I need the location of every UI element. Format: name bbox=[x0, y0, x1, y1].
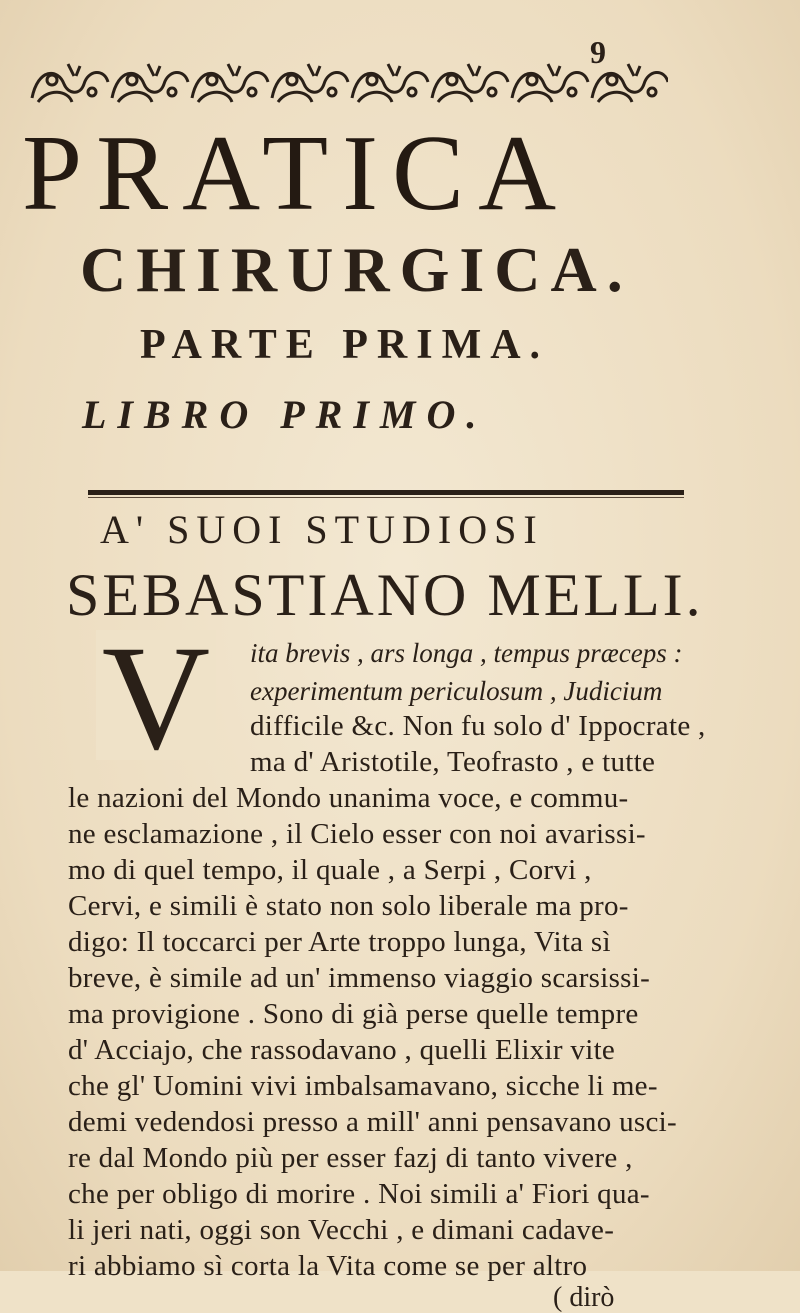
text-line: Cervi, e simili è stato non solo liberale ma pro- bbox=[68, 890, 629, 922]
page-number: 9 bbox=[590, 34, 606, 70]
ornamental-headband bbox=[28, 58, 668, 110]
book-heading: LIBRO PRIMO. bbox=[82, 392, 488, 437]
dedication: A' SUOI STUDIOSI bbox=[100, 507, 544, 552]
text-line: li jeri nati, oggi son Vecchi , e dimani cadave- bbox=[68, 1214, 615, 1246]
text-line: ma d' Aristotile, Teofrasto , e tutte bbox=[250, 746, 656, 778]
catchword: ( dirò bbox=[553, 1282, 615, 1313]
divider-rule bbox=[88, 490, 684, 495]
svg-text:V: V bbox=[101, 630, 211, 760]
text-line: che per obligo di morire . Noi simili a' Fiori qua- bbox=[68, 1178, 650, 1210]
text-line: mo di quel tempo, il quale , a Serpi , Corvi , bbox=[68, 854, 592, 886]
subtitle: CHIRURGICA. bbox=[80, 234, 633, 305]
decorated-initial bbox=[96, 630, 216, 760]
text-line: ri abbiamo sì corta la Vita come se per altro bbox=[68, 1250, 588, 1282]
text-line: ita brevis , ars longa , tempus præceps : bbox=[250, 638, 683, 668]
title: PRATICA bbox=[22, 114, 571, 233]
text-line: le nazioni del Mondo unanima voce, e commu- bbox=[68, 782, 629, 814]
text-line: d' Acciajo, che rassodavano , quelli Elixir vite bbox=[68, 1034, 616, 1066]
text-line: ne esclamazione , il Cielo esser con noi avarissi- bbox=[68, 818, 646, 850]
text-line: digo: Il toccarci per Arte troppo lunga, Vita sì bbox=[68, 926, 611, 958]
text-line: re dal Mondo più per esser fazj di tanto vivere , bbox=[68, 1142, 633, 1174]
text-line: breve, è simile ad un' immenso viaggio scarsissi- bbox=[68, 962, 651, 994]
divider-rule-thin bbox=[88, 497, 684, 498]
text-line: difficile &c. Non fu solo d' Ippocrate , bbox=[250, 710, 706, 742]
text-line: experimentum periculosum , Judicium bbox=[250, 676, 663, 706]
text-line: demi vedendosi presso a mill' anni pensavano usci- bbox=[68, 1106, 677, 1138]
part-heading: PARTE PRIMA. bbox=[140, 322, 550, 368]
author-name: SEBASTIANO MELLI. bbox=[66, 562, 704, 628]
text-line: che gl' Uomini vivi imbalsamavano, sicche li me- bbox=[68, 1070, 658, 1102]
text-line: ma provigione . Sono di già perse quelle tempre bbox=[68, 998, 639, 1030]
